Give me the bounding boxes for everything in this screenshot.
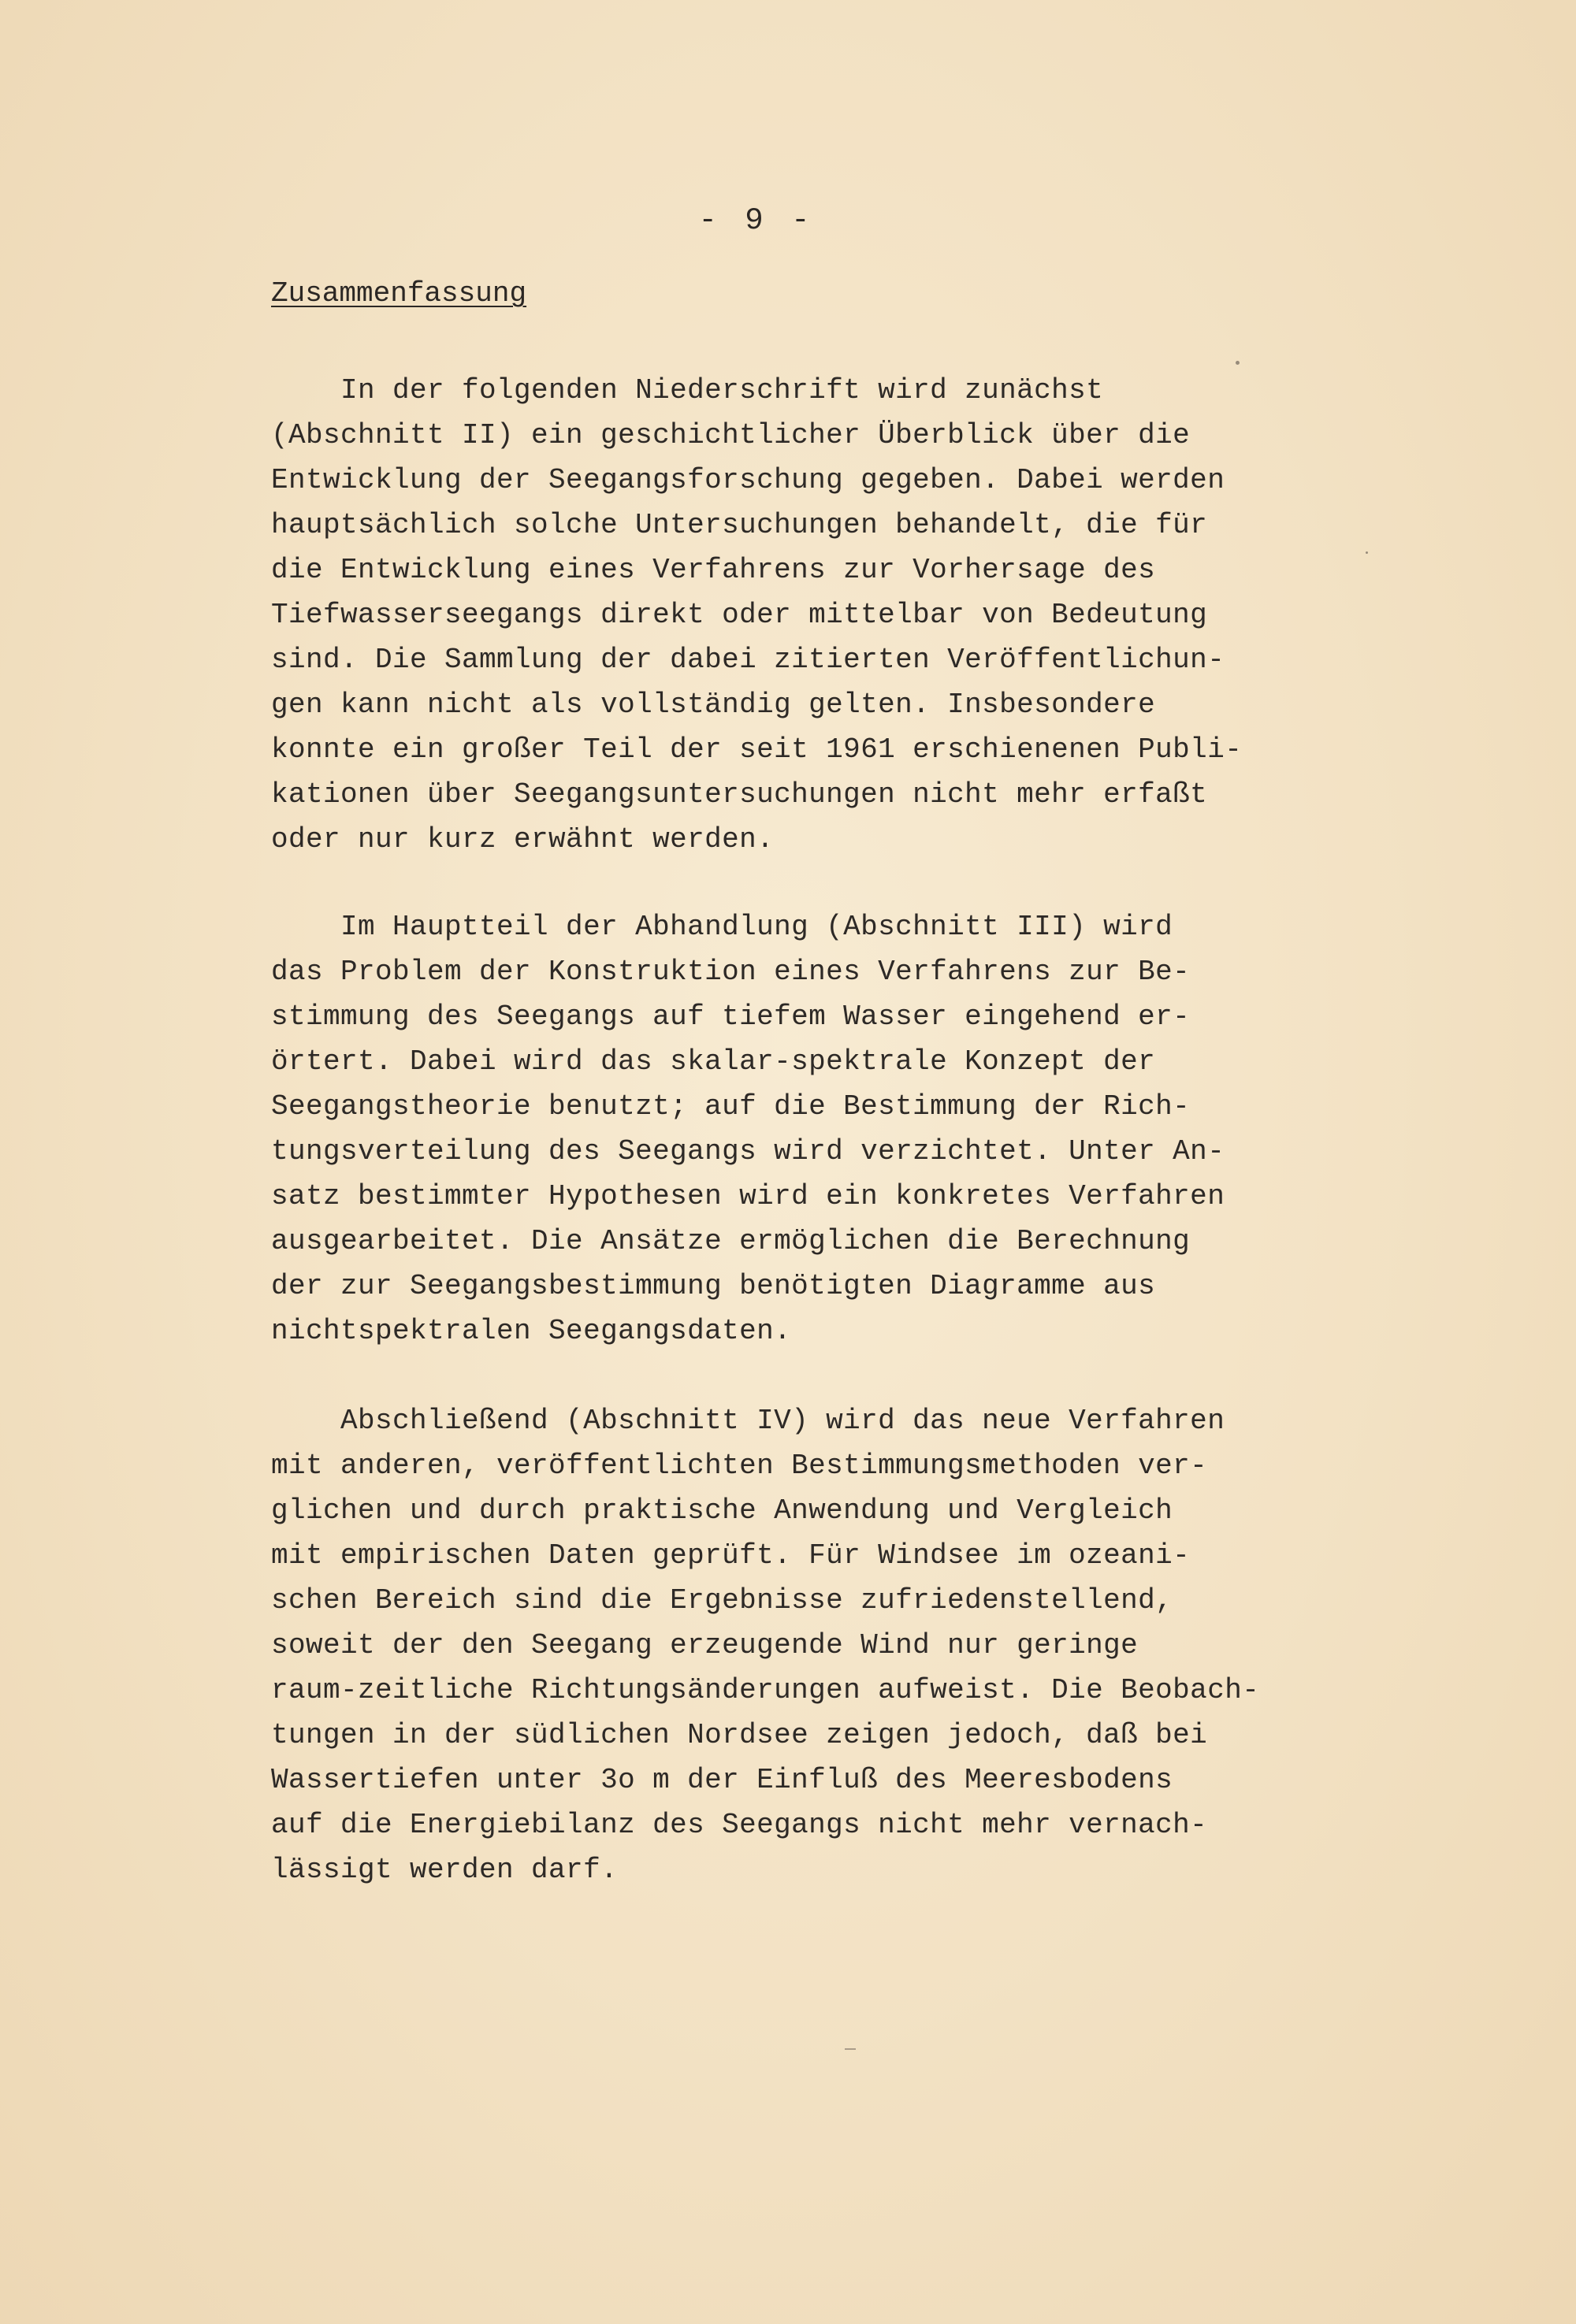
text-line: hauptsächlich solche Untersuchungen behandelt, die für <box>271 509 1208 541</box>
text-line: konnte ein großer Teil der seit 1961 erschienenen Publi- <box>271 733 1243 766</box>
text-line: schen Bereich sind die Ergebnisse zufriedenstellend, <box>271 1584 1173 1617</box>
text-line: (Abschnitt II) ein geschichtlicher Überblick über die <box>271 419 1191 451</box>
text-line: tungen in der südlichen Nordsee zeigen jedoch, daß bei <box>271 1719 1208 1751</box>
text-line: stimmung des Seegangs auf tiefem Wasser eingehend er- <box>271 1001 1191 1033</box>
section-heading: Zusammenfassung <box>271 277 527 310</box>
text-line: Entwicklung der Seegangsforschung gegeben. Dabei werden <box>271 464 1225 496</box>
text-line: ausgearbeitet. Die Ansätze ermöglichen die Berechnung <box>271 1225 1191 1257</box>
text-line: mit empirischen Daten geprüft. Für Windsee im ozeani- <box>271 1539 1191 1572</box>
ink-speck <box>1236 361 1240 365</box>
text-line: Tiefwasserseegangs direkt oder mittelbar von Bedeutung <box>271 599 1208 631</box>
text-line: der zur Seegangsbestimmung benötigten Diagramme aus <box>271 1270 1156 1302</box>
text-line: kationen über Seegangsuntersuchungen nicht mehr erfaßt <box>271 778 1208 811</box>
paragraph-1 <box>271 368 1242 862</box>
text-line: glichen und durch praktische Anwendung und Vergleich <box>271 1494 1173 1527</box>
text-line: Abschließend (Abschnitt IV) wird das neue Verfahren <box>271 1405 1225 1437</box>
text-line: lässigt werden darf. <box>271 1854 619 1886</box>
stray-mark <box>845 2048 856 2050</box>
text-line: auf die Energiebilanz des Seegangs nicht mehr vernach- <box>271 1809 1208 1841</box>
text-line: örtert. Dabei wird das skalar-spektrale Konzept der <box>271 1045 1156 1078</box>
text-line: sind. Die Sammlung der dabei zitierten Veröffentlichun- <box>271 644 1225 676</box>
text-line: die Entwicklung eines Verfahrens zur Vorhersage des <box>271 554 1156 586</box>
paragraph-3 <box>271 1398 1259 1892</box>
text-line: Seegangstheorie benutzt; auf die Bestimmung der Rich- <box>271 1090 1191 1123</box>
text-line: gen kann nicht als vollständig gelten. Insbesondere <box>271 689 1156 721</box>
page-number: - 9 - <box>698 203 815 238</box>
text-line: Im Hauptteil der Abhandlung (Abschnitt III) wird <box>271 911 1173 943</box>
text-line: satz bestimmter Hypothesen wird ein konkretes Verfahren <box>271 1180 1225 1212</box>
text-line: tungsverteilung des Seegangs wird verzichtet. Unter An- <box>271 1135 1225 1168</box>
paragraph-2 <box>271 904 1225 1353</box>
ink-speck <box>1366 551 1368 554</box>
text-line: raum-zeitliche Richtungsänderungen aufweist. Die Beobach- <box>271 1674 1260 1706</box>
text-line: das Problem der Konstruktion eines Verfahrens zur Be- <box>271 956 1191 988</box>
text-line: soweit der den Seegang erzeugende Wind nur geringe <box>271 1629 1139 1661</box>
text-line: oder nur kurz erwähnt werden. <box>271 823 775 856</box>
text-line: In der folgenden Niederschrift wird zunächst <box>271 374 1104 407</box>
text-line: nichtspektralen Seegangsdaten. <box>271 1315 792 1347</box>
text-line: mit anderen, veröffentlichten Bestimmungsmethoden ver- <box>271 1450 1208 1482</box>
text-line: Wassertiefen unter 3o m der Einfluß des Meeresbodens <box>271 1764 1173 1796</box>
